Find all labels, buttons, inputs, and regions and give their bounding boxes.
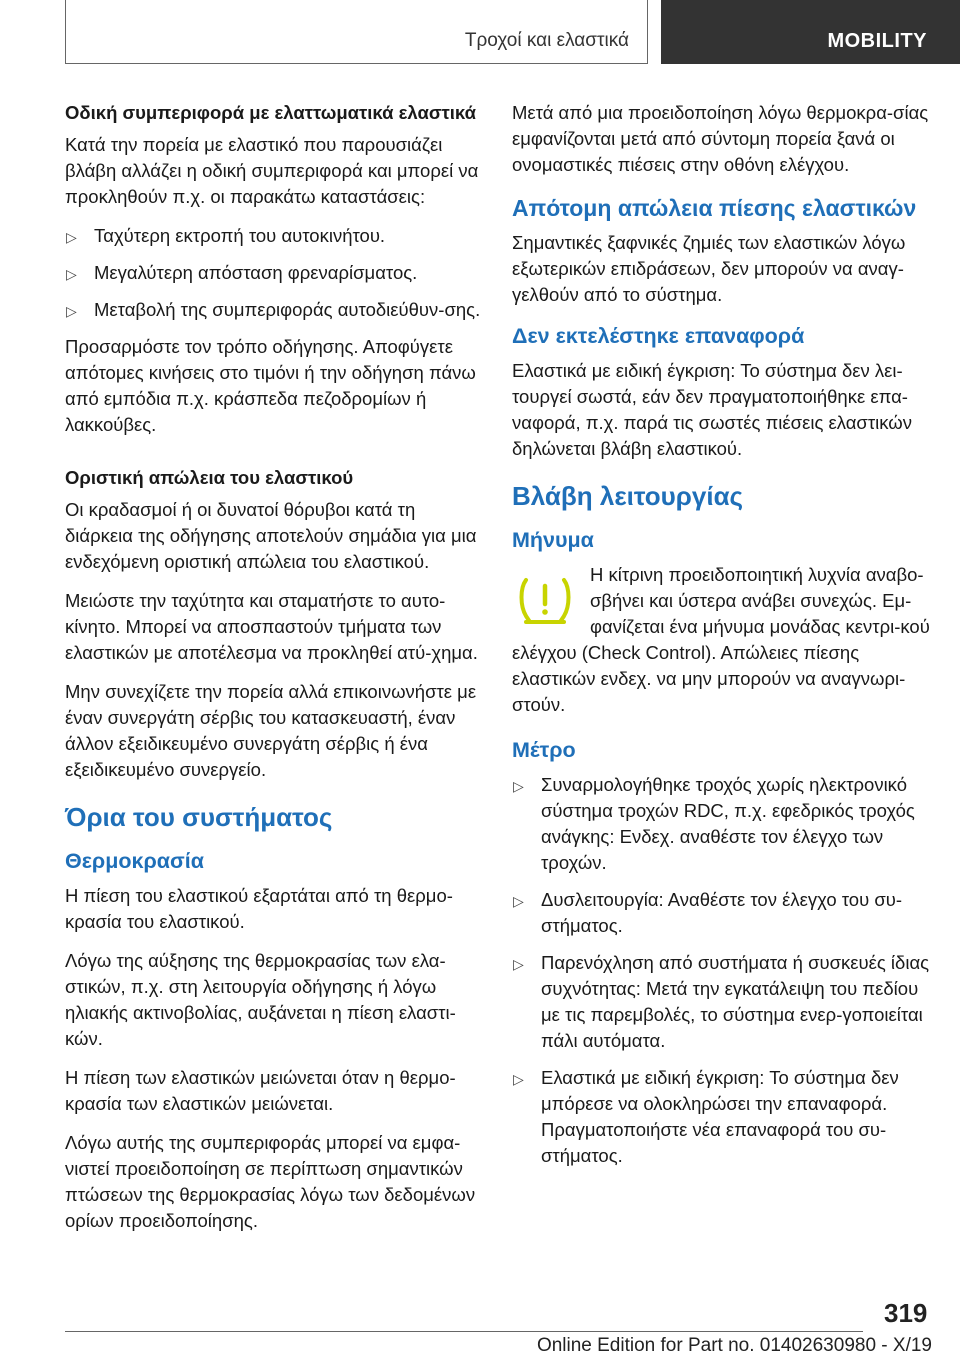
list-item: ▷ Μεγαλύτερη απόσταση φρεναρίσματος. bbox=[65, 260, 485, 286]
paragraph: Προσαρμόστε τον τρόπο οδήγησης. Αποφύγετε απότομες κινήσεις στο τιμόνι ή την οδήγηση πάνω από εμπόδια π.χ. κράσπεδα πεζοδρομίων ή λακκούβες. bbox=[65, 336, 476, 435]
right-column bbox=[512, 100, 932, 1180]
subheading-defective-tires: Οδική συμπεριφορά με ελαττωματικά ελαστικά bbox=[65, 102, 476, 123]
message-block bbox=[512, 562, 932, 718]
heading-malfunction: Βλάβη λειτουργίας bbox=[512, 481, 744, 511]
paragraph: Λόγω αυτής της συμπεριφοράς μπορεί να εμφα-νιστεί προειδοποίηση σε περίπτωση σημαντικών πτώσεων της θερμοκρασίας λόγω των δεδομένων ορίων προειδοποίησης. bbox=[65, 1132, 476, 1231]
list-item: ▷ Ταχύτερη εκτροπή του αυτοκινήτου. bbox=[65, 223, 485, 249]
triangle-bullet-icon: ▷ bbox=[513, 893, 524, 909]
paragraph: Η πίεση των ελαστικών μειώνεται όταν η θερμο-κρασία των ελαστικών μειώνεται. bbox=[65, 1067, 456, 1114]
triangle-bullet-icon: ▷ bbox=[513, 778, 524, 794]
triangle-bullet-icon: ▷ bbox=[66, 303, 77, 319]
list-item: ▷ Παρενόχληση από συστήματα ή συσκευές ίδιας συχνότητας: Μετά την εγκατάλειψη του πεδίου με τις παρεμβολές, το σύστημα ενερ-γοποιείται πάλι αυτόματα. bbox=[513, 952, 930, 1051]
paragraph: Η κίτρινη προειδοποιητική λυχνία αναβο-σβήνει και ύστερα ανάβει συνεχώς. Εμ-φανίζεται ένα μήνυμα μονάδας κεντρι-κού ελέγχου (Check Control). Απώλειες πίεσης ελαστικών ενδεχ. να μην μπορούν να αναγνωρι-στούν. bbox=[512, 564, 930, 715]
list-item: ▷ Μεταβολή της συμπεριφοράς αυτοδιεύθυν-σης. bbox=[65, 297, 485, 323]
paragraph: Οι κραδασμοί ή οι δυνατοί θόρυβοι κατά τη διάρκεια της οδήγησης αποτελούν σημάδια για μια ενδεχόμενη οριστική απώλεια του ελαστικού. bbox=[65, 499, 477, 572]
subheading-tire-loss: Οριστική απώλεια του ελαστικού bbox=[65, 467, 354, 488]
paragraph: Κατά την πορεία με ελαστικό που παρουσιάζει βλάβη αλλάζει η οδική συμπεριφορά και μπορεί να προκληθούν π.χ. οι παρακάτω καταστάσεις: bbox=[65, 134, 479, 207]
heading-measure: Μέτρο bbox=[512, 738, 576, 762]
footer-divider bbox=[65, 1331, 863, 1332]
bullet-list bbox=[65, 223, 485, 323]
paragraph: Σημαντικές ξαφνικές ζημιές των ελαστικών λόγω εξωτερικών επιδράσεων, δεν μπορούν να αναγ-γελθούν από το σύστημα. bbox=[512, 232, 906, 305]
heading-temperature: Θερμοκρασία bbox=[65, 849, 204, 873]
paragraph: Μετά από μια προειδοποίηση λόγω θερμοκρα-σίας εμφανίζονται μετά από σύντομη πορεία ξανά οι ονομαστικές πιέσεις στην οθόνη ελέγχου. bbox=[512, 102, 929, 175]
list-item: ▷ Συναρμολογήθηκε τροχός χωρίς ηλεκτρονικό σύστημα τροχών RDC, π.χ. εφεδρικός τροχός ανάγκης: Ενδεχ. αναθέστε τον έλεγχο των τροχών. bbox=[513, 774, 915, 873]
left-column bbox=[65, 100, 485, 1247]
paragraph: Λόγω της αύξησης της θερμοκρασίας των ελα-στικών, π.χ. στη λειτουργία οδήγησης ή λόγω ηλιακής ακτινοβολίας, αυξάνεται η πίεση ελαστι-κών. bbox=[65, 950, 456, 1049]
triangle-bullet-icon: ▷ bbox=[66, 229, 77, 245]
paragraph: Ελαστικά με ειδική έγκριση: Το σύστημα δεν λει-τουργεί σωστά, εάν δεν πραγματοποιήθηκε επα-ναφορά, π.χ. παρά τις σωστές πιέσεις ελαστικών δηλώνεται βλάβη ελαστικού. bbox=[512, 360, 912, 459]
footer-edition: Online Edition for Part no. 01402630980 - X/19 bbox=[536, 1335, 932, 1356]
paragraph: Η πίεση του ελαστικού εξαρτάται από τη θερμο-κρασία του ελαστικού. bbox=[65, 885, 453, 932]
mobility-badge bbox=[661, 0, 960, 64]
list-item: ▷ Δυσλειτουργία: Αναθέστε τον έλεγχο του συ-στήματος. bbox=[513, 889, 903, 936]
bullet-list bbox=[512, 772, 932, 1169]
triangle-bullet-icon: ▷ bbox=[513, 956, 524, 972]
triangle-bullet-icon: ▷ bbox=[66, 266, 77, 282]
paragraph: Μην συνεχίζετε την πορεία αλλά επικοινωνήστε με έναν συνεργάτη σέρβις του κατασκευαστή, έναν άλλον εξειδικευμένο συνεργάτη σέρβις ή ένα εξειδικευμένο συνεργείο. bbox=[65, 681, 477, 780]
paragraph: Μειώστε την ταχύτητα και σταματήστε το αυτο-κίνητο. Μπορεί να αποσπαστούν τμήματα των ελαστικών με αποτέλεσμα να προκληθεί ατύ-χημα. bbox=[65, 590, 478, 663]
page-number: 319 bbox=[884, 1298, 928, 1328]
triangle-bullet-icon: ▷ bbox=[513, 1071, 524, 1087]
list-item: ▷ Ελαστικά με ειδική έγκριση: Το σύστημα δεν μπόρεσε να ολοκληρώσει την επαναφορά. Πραγματοποιήστε νέα επαναφορά του συ-στήματος. bbox=[513, 1067, 899, 1166]
heading-sudden-pressure-loss: Απότομη απώλεια πίεσης ελαστικών bbox=[512, 195, 917, 221]
tire-pressure-warning-icon bbox=[516, 570, 574, 628]
badge-label: MOBILITY bbox=[827, 30, 927, 52]
heading-no-reset: Δεν εκτελέστηκε επαναφορά bbox=[512, 324, 805, 348]
heading-system-limits: Όρια του συστήματος bbox=[65, 802, 333, 832]
heading-message: Μήνυμα bbox=[512, 528, 594, 552]
header-frame bbox=[65, 0, 648, 64]
section-title: Τροχοί και ελαστικά bbox=[464, 30, 629, 51]
